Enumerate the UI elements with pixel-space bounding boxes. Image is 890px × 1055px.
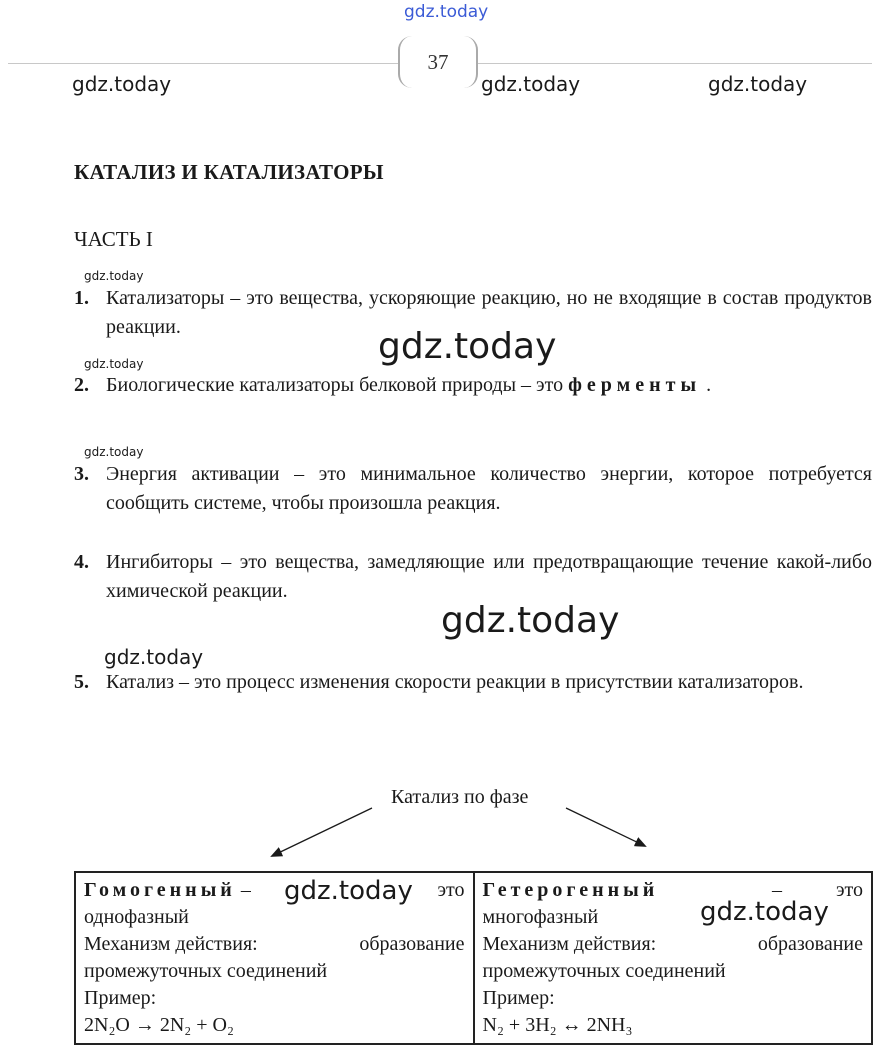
heterogeneous-example-label: Пример: [482,987,555,1009]
watermark-header-2: gdz.today [481,72,581,96]
homogeneous-example-label: Пример: [84,987,157,1009]
item-number: 1. [74,287,89,309]
heterogeneous-tail: это [835,879,863,901]
homogeneous-tail: это [437,879,465,901]
homogeneous-cell [75,872,474,1044]
item-text: Катализаторы – это вещества, ускоряющие реакцию, но не входящие в состав продуктов реакции. [106,287,872,338]
watermark-table-left: gdz.today [284,876,413,906]
watermark-table-right: gdz.today [700,897,829,927]
item-number: 4. [74,551,89,573]
arrow-left [272,808,372,856]
homogeneous-desc: однофазный [84,906,189,928]
watermark-medium: gdz.today [104,645,204,669]
watermark-large-2: gdz.today [441,600,620,641]
heterogeneous-mech-value2: промежуточных соединений [482,960,726,982]
homogeneous-mech-value1: образование [359,933,465,955]
arrow-right [566,808,645,846]
item-number: 2. [74,374,89,396]
item-number: 3. [74,463,89,485]
heterogeneous-example: N₂ + 3H₂ ↔ 2NH₃ [482,1014,633,1036]
watermark-small-2: gdz.today [84,357,144,371]
item-text: Ингибиторы – это вещества, замедляющие или предотвращающие течение какой-либо химической реакции. [106,551,872,602]
homogeneous-mech-label: Механизм действия: [84,933,258,955]
part-heading: ЧАСТЬ I [74,227,153,251]
page-title: КАТАЛИЗ И КАТАЛИЗАТОРЫ [74,160,384,184]
heterogeneous-term: Гетерогенный [482,879,659,901]
item-text: Катализ – это процесс изменения скорости реакции в присутствии катализаторов. [106,671,804,693]
homogeneous-dash: – [240,879,251,901]
watermark-top: gdz.today [404,2,489,22]
watermark-header-1: gdz.today [72,72,172,96]
watermark-header-3: gdz.today [708,72,808,96]
item-number: 5. [74,671,89,693]
watermark-large-1: gdz.today [378,326,557,367]
homogeneous-term: Гомогенный [84,879,236,901]
phase-label: Катализ по фазе [391,786,529,808]
item-answer: ферменты [568,374,702,396]
item-text: Энергия активации – это минимальное количество энергии, которое потребуется сообщить системе, чтобы произошла реакция. [106,463,872,514]
item-text: Биологические катализаторы белковой природы – это [106,374,569,396]
heterogeneous-dash: – [771,879,782,901]
item-text-end: . [701,374,712,396]
homogeneous-mech-value2: промежуточных соединений [84,960,328,982]
watermark-small-3: gdz.today [84,445,144,459]
heterogeneous-desc: многофазный [482,906,599,928]
heterogeneous-mech-value1: образование [757,933,863,955]
heterogeneous-mech-label: Механизм действия: [482,933,657,955]
homogeneous-example: 2N₂O → 2N₂ + O₂ [84,1014,234,1036]
watermark-small-1: gdz.today [84,269,144,283]
page-number: 37 [398,36,478,88]
